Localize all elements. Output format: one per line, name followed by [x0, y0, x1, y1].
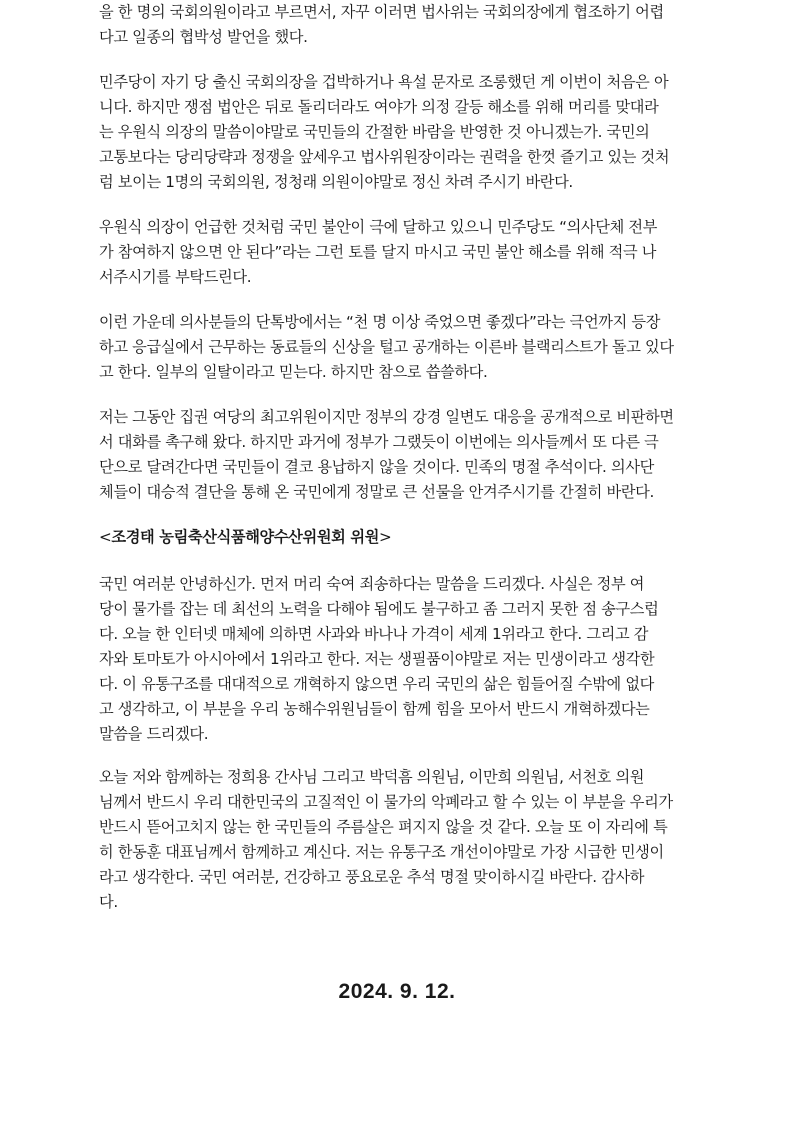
- paragraph-1: 을 한 명의 국회의원이라고 부르면서, 자꾸 이러면 법사위는 국회의장에게 협조하기 어렵 다고 일종의 협박성 발언을 했다.: [99, 3, 664, 46]
- paragraph-6: 국민 여러분 안녕하신가. 먼저 머리 숙여 죄송하다는 말씀을 드리겠다. 사실은 정부 여 당이 물가를 잡는 데 최선의 노력을 다해야 됨에도 불구하고 좀 그러지 못한 점 송구스럽 다. 오늘 한 인터넷 매체에 의하면 사과와 바나나 가격이 세계 1위라고 한다. 그리고 감 자와 토마토가 아시아에서 1위라고 한다. 저는 생필품이야말로 저는 민생이라고 생각한 다. 이 유통구조를 대대적으로 개혁하지 않으면 우리 국민의 삶은 힘들어질 수밖에 없다 고 생각하고, 이 부분을 우리 농해수위원님들이 함께 힘을 모아서 반드시 개혁하겠다는 말씀을 드리겠다.: [99, 575, 659, 743]
- paragraph-2: 민주당이 자기 당 출신 국회의장을 겁박하거나 욕설 문자로 조롱했던 게 이번이 처음은 아 니다. 하지만 쟁점 법안은 뒤로 돌리더라도 여야가 의정 갈등 해소를 위해 머리를 맞대라 는 우원식 의장의 말씀이야말로 국민들의 간절한 바람을 반영한 것 아니겠는가. 국민의 고통보다는 당리당략과 정쟁을 앞세우고 법사위원장이라는 권력을 한껏 즐기고 있는 것처 럼 보이는 1명의 국회의원, 정청래 의원이야말로 정신 차려 주시기 바란다.: [99, 73, 670, 191]
- paragraph-7: 오늘 저와 함께하는 정희용 간사님 그리고 박덕흠 의원님, 이만희 의원님, 서천호 의원 님께서 반드시 우리 대한민국의 고질적인 이 물가의 악폐라고 할 수 있는 이 부분을 우리가 반드시 뜯어고치지 않는 한 국민들의 주름살은 펴지지 않을 것 같다. 오늘 또 이 자리에 특 히 한동훈 대표님께서 함께하고 계신다. 저는 유통구조 개선이야말로 가장 시급한 민생이 라고 생각한다. 국민 여러분, 건강하고 풍요로운 추석 명절 맞이하시길 바란다. 감사하 다.: [99, 768, 673, 911]
- paragraph-4: 이런 가운데 의사분들의 단톡방에서는 “천 명 이상 죽었으면 좋겠다”라는 극언까지 등장 하고 응급실에서 근무하는 동료들의 신상을 털고 공개하는 이른바 블랙리스트가 돌고 있다 고 한다. 일부의 일탈이라고 믿는다. 하지만 참으로 씁쓸하다.: [99, 313, 674, 381]
- heading-close-bracket: >: [379, 528, 392, 546]
- speaker-heading: [99, 525, 391, 550]
- paragraph-5: 저는 그동안 집권 여당의 최고위원이지만 정부의 강경 일변도 대응을 공개적으로 비판하면 서 대화를 촉구해 왔다. 하지만 과거에 정부가 그랬듯이 이번에는 의사들께서 또 다른 극 단으로 달려간다면 국민들이 결코 용납하지 않을 것이다. 민족의 명절 추석이다. 의사단 체들이 대승적 결단을 통해 온 국민에게 정말로 큰 선물을 안겨주시기를 간절히 바란다.: [99, 408, 674, 501]
- heading-open-bracket: <: [99, 528, 112, 546]
- paragraph-3: 우원식 의장이 언급한 것처럼 국민 불안이 극에 달하고 있으니 민주당도 “의사단체 전부 가 참여하지 않으면 안 된다”라는 그런 토를 달지 마시고 국민 불안 해소를 위해 적극 나 서주시기를 부탁드린다.: [99, 218, 658, 286]
- speaker-title: 조경태 농림축산식품해양수산위원회 위원: [111, 528, 380, 546]
- document-date: 2024. 9. 12.: [338, 980, 456, 1003]
